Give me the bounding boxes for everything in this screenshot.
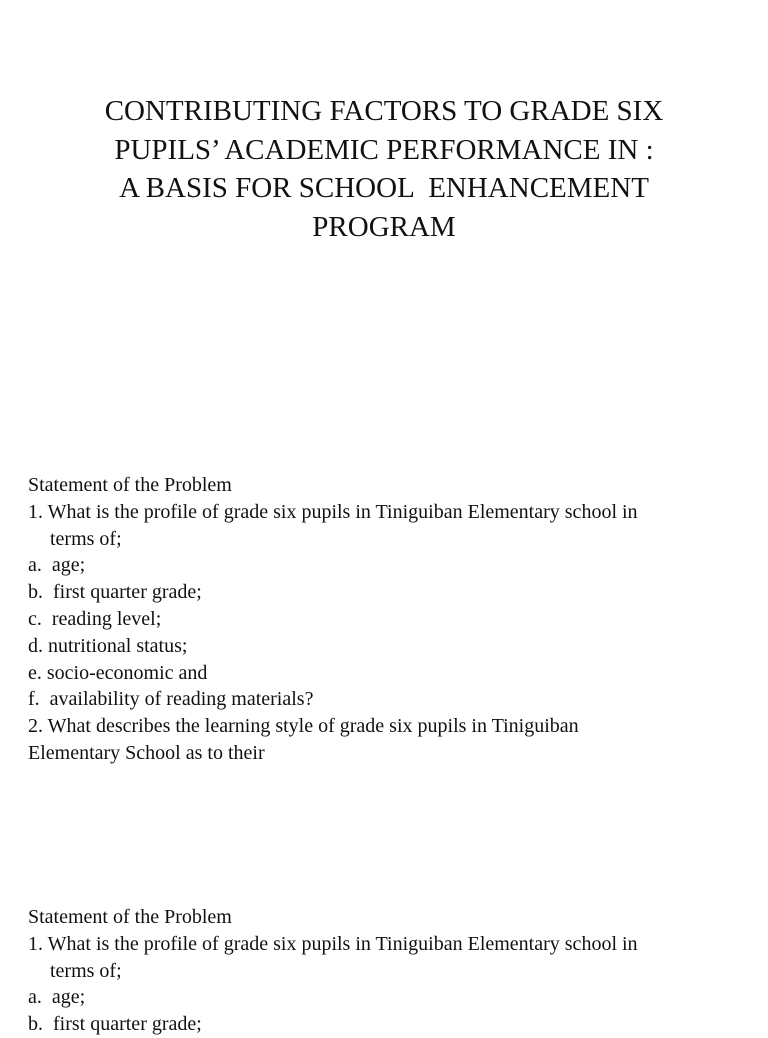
list-item-text: age; [51, 986, 86, 1009]
question-1-line-2: terms of; [50, 959, 122, 982]
list-item-text: socio-economic and [46, 661, 208, 684]
title-line-2: PUPILS’ ACADEMIC PERFORMANCE IN : [114, 133, 654, 166]
list-marker: b. [28, 581, 43, 604]
question-1-line-1: 1. What is the profile of grade six pupils in Tiniguiban Elementary school in [28, 932, 638, 955]
question-2-line-1: 2. What describes the learning style of grade six pupils in Tiniguiban [28, 715, 579, 738]
list-item-text: first quarter grade; [53, 581, 202, 604]
list-item-reading-materials [28, 686, 748, 713]
list-item-age [28, 552, 748, 579]
section-heading: Statement of the Problem [28, 906, 232, 928]
list-marker: f. [28, 688, 40, 711]
list-item-text: reading level; [51, 607, 162, 630]
title-line-1: CONTRIBUTING FACTORS TO GRADE SIX [104, 95, 664, 127]
list-marker: a. [28, 986, 42, 1009]
problem-statement-block-2 [28, 904, 748, 1038]
list-item-text: nutritional status; [48, 634, 188, 657]
list-item-first-quarter-grade [28, 1011, 748, 1038]
question-1-line-2: terms of; [50, 527, 122, 550]
section-heading: Statement of the Problem [28, 474, 232, 496]
list-item-socio-economic [28, 660, 748, 687]
list-item-text: age; [51, 554, 86, 577]
list-marker: e. [28, 661, 42, 684]
list-marker: a. [28, 554, 42, 577]
list-marker: d. [28, 634, 43, 657]
document-title [0, 92, 768, 246]
list-item-nutritional-status [28, 633, 748, 660]
list-marker: b. [28, 1013, 43, 1036]
title-line-3: A BASIS FOR SCHOOL ENHANCEMENT [119, 172, 649, 204]
list-item-reading-level [28, 606, 748, 633]
list-item-text: availability of reading materials? [49, 688, 314, 711]
list-item-age [28, 984, 748, 1011]
list-marker: c. [28, 607, 42, 630]
question-2-line-2: Elementary School as to their [28, 741, 265, 764]
title-line-4: PROGRAM [312, 210, 456, 243]
list-item-text: first quarter grade; [53, 1013, 202, 1036]
list-item-first-quarter-grade [28, 579, 748, 606]
problem-statement-block-1 [28, 472, 748, 767]
question-1-line-1: 1. What is the profile of grade six pupils in Tiniguiban Elementary school in [28, 500, 638, 523]
